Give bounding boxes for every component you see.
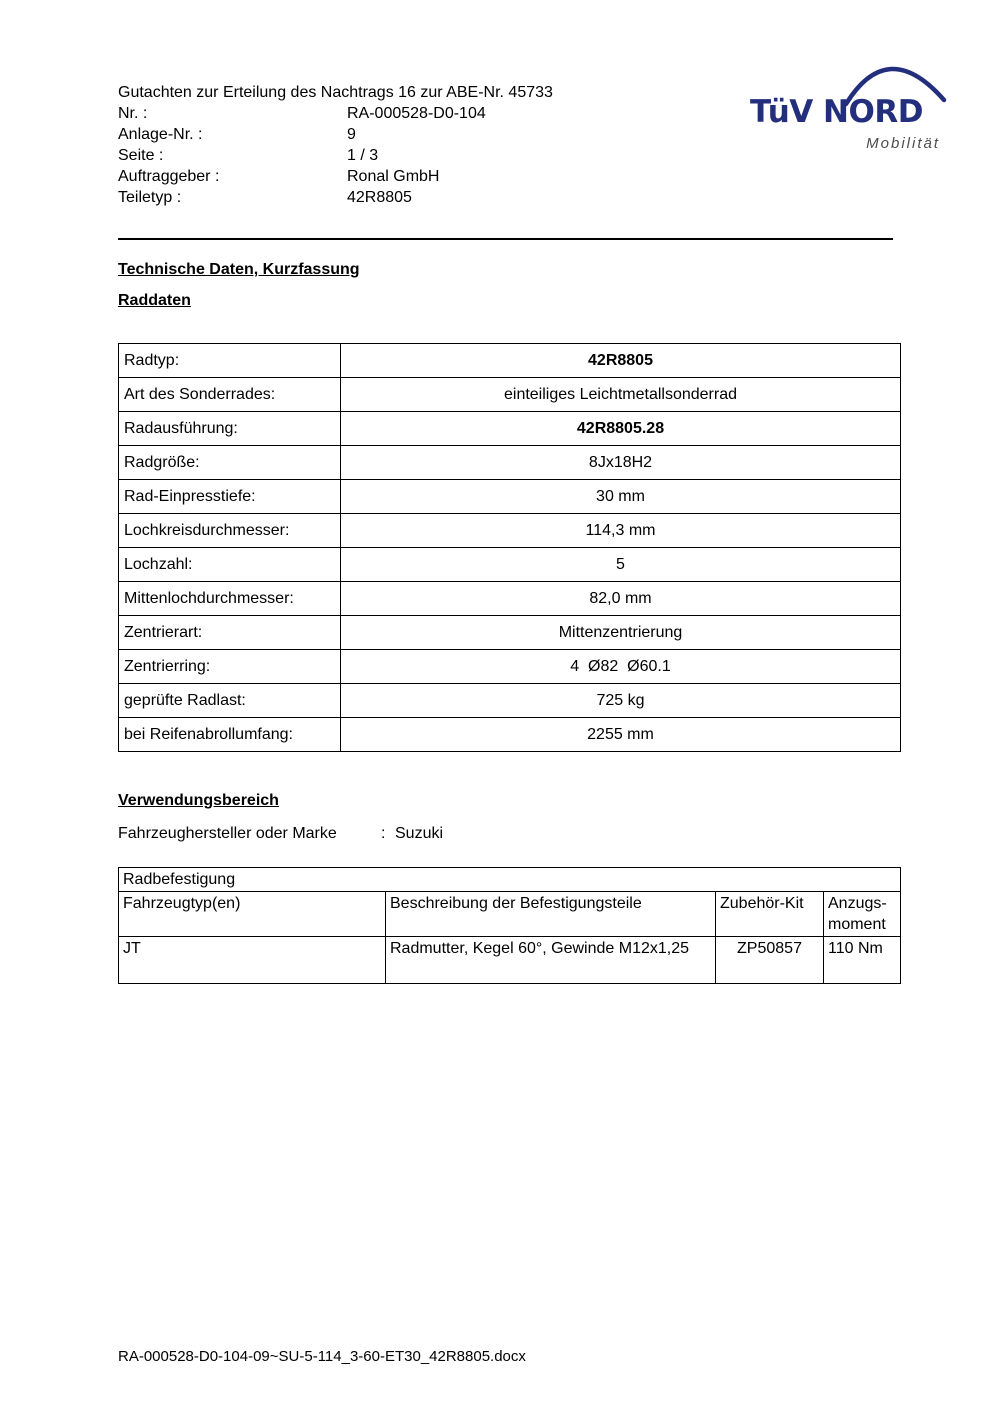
logo-subtitle: Mobilität: [866, 135, 940, 152]
header-field-label: Anlage-Nr. :: [118, 126, 203, 143]
section-title-verwendungsbereich: Verwendungsbereich: [118, 792, 279, 809]
document-header: [118, 0, 900, 208]
header-field-row: [118, 166, 900, 187]
raddaten-value-cell: 42R8805: [341, 344, 901, 378]
raddaten-value-cell: 30 mm: [341, 480, 901, 514]
raddaten-value-cell: 5: [341, 548, 901, 582]
header-field-value: Ronal GmbH: [347, 168, 440, 185]
radbefestigung-header-cell: Fahrzeugtyp(en): [119, 892, 386, 937]
raddaten-value-cell: 2255 mm: [341, 718, 901, 752]
radbefestigung-data-row: [119, 937, 901, 984]
radbefestigung-table: [118, 867, 901, 984]
raddaten-label-cell: Radtyp:: [119, 344, 341, 378]
header-field-row: [118, 103, 900, 124]
header-divider: [118, 238, 893, 240]
raddaten-row: [119, 412, 901, 446]
header-field-value: 42R8805: [347, 189, 412, 206]
raddaten-label-cell: bei Reifenabrollumfang:: [119, 718, 341, 752]
header-field-row: [118, 124, 900, 145]
hersteller-value: Suzuki: [395, 825, 444, 842]
hersteller-line: [118, 823, 900, 844]
radbefestigung-header-cell: Zubehör-Kit: [716, 892, 824, 937]
section-title-technische-daten: Technische Daten, Kurzfassung: [118, 261, 360, 278]
logo-text: TüV NORD: [750, 94, 923, 130]
raddaten-row: [119, 480, 901, 514]
header-field-row: [118, 187, 900, 208]
document-content: [118, 0, 900, 984]
raddaten-row: [119, 548, 901, 582]
raddaten-value-cell: 114,3 mm: [341, 514, 901, 548]
header-field-label: Teiletyp :: [118, 189, 182, 206]
raddaten-value-cell: 8Jx18H2: [341, 446, 901, 480]
radbefestigung-header-cell: Anzugs-moment: [824, 892, 901, 937]
raddaten-label-cell: Art des Sonderrades:: [119, 378, 341, 412]
raddaten-value-cell: 4 Ø82 Ø60.1: [341, 650, 901, 684]
radbefestigung-header-row: [119, 892, 901, 937]
radbefestigung-data-cell: JT: [119, 937, 386, 984]
raddaten-label-cell: Radgröße:: [119, 446, 341, 480]
raddaten-value-cell: 82,0 mm: [341, 582, 901, 616]
raddaten-label-cell: Mittenlochdurchmesser:: [119, 582, 341, 616]
raddaten-row: [119, 616, 901, 650]
radbefestigung-data-cell: 110 Nm: [824, 937, 901, 984]
footer-filename: RA-000528-D0-104-09~SU-5-114_3-60-ET30_42R8805.docx: [118, 1348, 526, 1365]
raddaten-row: [119, 718, 901, 752]
raddaten-value-cell: 42R8805.28: [341, 412, 901, 446]
hersteller-label: Fahrzeughersteller oder Marke: [118, 825, 337, 842]
header-field-value: 9: [347, 126, 356, 143]
raddaten-row: [119, 344, 901, 378]
header-field-value: RA-000528-D0-104: [347, 105, 486, 122]
raddaten-label-cell: Lochzahl:: [119, 548, 341, 582]
hersteller-separator: :: [381, 825, 386, 842]
header-field-value: 1 / 3: [347, 147, 379, 164]
raddaten-row: [119, 378, 901, 412]
header-field-row: [118, 145, 900, 166]
header-field-label: Nr. :: [118, 105, 148, 122]
header-field-label: Auftraggeber :: [118, 168, 220, 185]
raddaten-row: [119, 650, 901, 684]
raddaten-row: [119, 684, 901, 718]
raddaten-label-cell: geprüfte Radlast:: [119, 684, 341, 718]
header-fields: [118, 103, 900, 208]
raddaten-table: [118, 343, 901, 752]
raddaten-value-cell: Mittenzentrierung: [341, 616, 901, 650]
radbefestigung-title-row: [119, 868, 901, 892]
raddaten-row: [119, 446, 901, 480]
raddaten-row: [119, 582, 901, 616]
raddaten-label-cell: Rad-Einpresstiefe:: [119, 480, 341, 514]
header-field-label: Seite :: [118, 147, 164, 164]
raddaten-value-cell: einteiliges Leichtmetallsonderrad: [341, 378, 901, 412]
document-title: Gutachten zur Erteilung des Nachtrags 16 zur ABE-Nr. 45733: [118, 84, 553, 101]
raddaten-label-cell: Zentrierring:: [119, 650, 341, 684]
raddaten-label-cell: Lochkreisdurchmesser:: [119, 514, 341, 548]
radbefestigung-data-cell: ZP50857: [716, 937, 824, 984]
radbefestigung-data-cell: Radmutter, Kegel 60°, Gewinde M12x1,25: [386, 937, 716, 984]
section-title-raddaten: Raddaten: [118, 292, 191, 309]
raddaten-row: [119, 514, 901, 548]
raddaten-label-cell: Radausführung:: [119, 412, 341, 446]
raddaten-value-cell: 725 kg: [341, 684, 901, 718]
radbefestigung-title-cell: Radbefestigung: [119, 868, 901, 892]
radbefestigung-header-cell: Beschreibung der Befestigungsteile: [386, 892, 716, 937]
raddaten-label-cell: Zentrierart:: [119, 616, 341, 650]
